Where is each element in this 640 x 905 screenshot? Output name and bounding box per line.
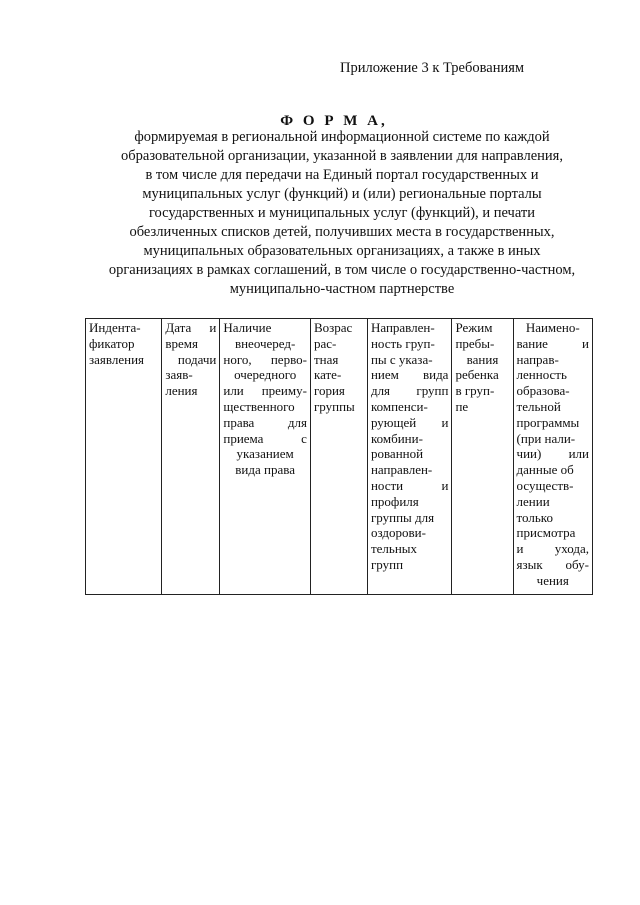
form-table xyxy=(85,318,593,595)
column-header-stay-mode: Режим пребы- вания ребенка в груп- пе xyxy=(452,319,513,595)
column-header-program: Наимено- вание и направ- ленность образова- тельной программы (при нали- чии) или данные об осуществ- лении только присмотра и ухода, язык обу- чения xyxy=(513,319,592,595)
column-header-group-orientation: Направлен- ность груп- пы с указа- нием вида для групп компенси- рующей и комбини- рованной направлен- ности и профиля группы для оздорови- тельных групп xyxy=(367,319,452,595)
subtitle-line: образовательной организации, указанной в заявлении для направления, xyxy=(121,148,563,164)
column-header-submission-date: Дата и время подачи заяв- ления xyxy=(162,319,220,595)
subtitle-line: обезличенных списков детей, получивших места в государственных, xyxy=(129,224,555,240)
subtitle-line: организациях в рамках соглашений, в том числе о государственно-частном, xyxy=(108,262,576,278)
table-header-row xyxy=(86,319,593,595)
column-header-priority-right: Наличие внеочеред- ного, перво- очередного или преиму- щественного права для приема с указанием вида права xyxy=(220,319,311,595)
appendix-label: Приложение 3 к Требованиям xyxy=(340,60,525,76)
subtitle-line: государственных и муниципальных услуг (функций), и печати xyxy=(148,205,536,221)
subtitle-line: формируемая в региональной информационной системе по каждой xyxy=(134,129,550,145)
column-header-age-category: Возрас рас- тная кате- гория группы xyxy=(310,319,367,595)
form-subtitle xyxy=(92,128,592,299)
subtitle-line: муниципальных услуг (функций) и (или) региональные порталы xyxy=(142,186,542,202)
subtitle-line: в том числе для передачи на Единый портал государственных и xyxy=(145,167,539,183)
subtitle-line: муниципально-частном партнерстве xyxy=(229,281,455,297)
form-title: Ф О Р М А, xyxy=(280,113,388,129)
subtitle-line: муниципальных образовательных организациях, а также в иных xyxy=(143,243,541,259)
column-header-applicant-id: Индента- фикатор заявления xyxy=(86,319,162,595)
